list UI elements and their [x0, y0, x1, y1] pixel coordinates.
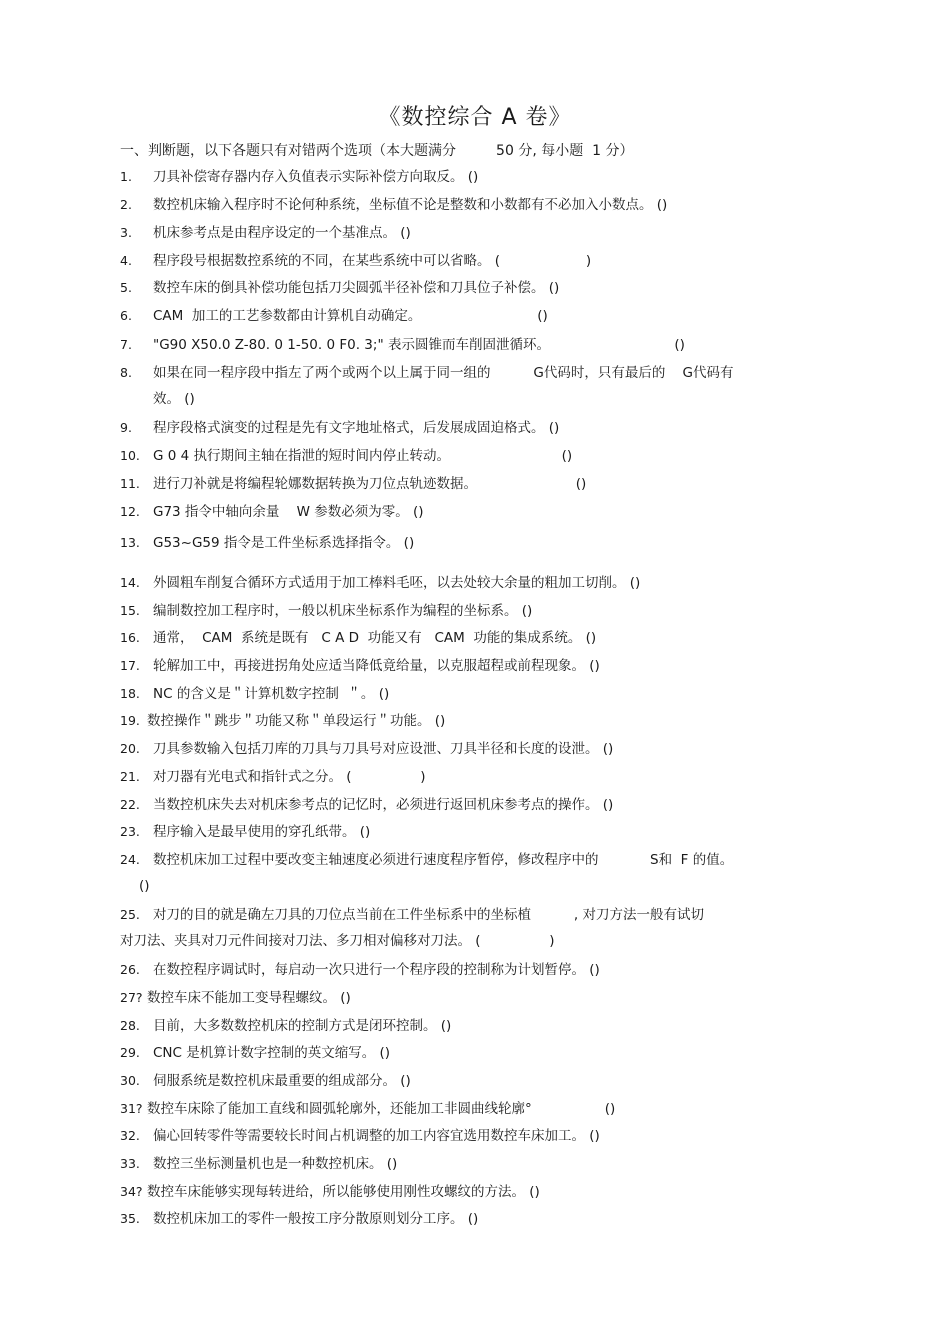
question-number: 2. [120, 197, 132, 212]
question-text: 数控三坐标测量机也是一种数控机床。 () [153, 1156, 398, 1172]
question-item [120, 653, 830, 679]
question-text: CAM 加工的工艺参数都由计算机自动确定。 () [153, 308, 548, 324]
question-continuation: 对刀法、夹具对刀元件间接对刀法、多刀相对偏移对刀法。 ( ) [120, 933, 555, 949]
question-text: 程序段格式演变的过程是先有文字地址格式，后发展成固迫格式。 () [153, 420, 560, 436]
question-number: 16. [120, 630, 140, 645]
question-item [120, 471, 830, 497]
question-item [120, 332, 830, 358]
question-item [120, 1123, 830, 1149]
question-item [120, 499, 830, 525]
question-text: CNC 是机算计数字控制的英文缩写。 () [153, 1045, 391, 1061]
question-continuation: () [139, 878, 150, 894]
question-number: 13. [120, 535, 140, 550]
question-number: 9. [120, 420, 132, 435]
question-item [120, 902, 830, 954]
question-number: 6. [120, 308, 132, 323]
question-item [120, 1013, 830, 1039]
question-number: 29. [120, 1045, 140, 1060]
question-text: NC 的含义是＂计算机数字控制 ＂。 () [153, 686, 390, 702]
question-item [120, 681, 830, 707]
question-text: 对刀器有光电式和指针式之分。 ( ) [153, 769, 426, 785]
question-number: 27? [120, 990, 143, 1005]
question-text: 程序输入是最早使用的穿孔纸带。 () [153, 824, 371, 840]
question-item [120, 443, 830, 469]
question-item [120, 847, 830, 899]
question-number: 30. [120, 1073, 140, 1088]
question-text: 数控车床不能加工变导程螺纹。 () [147, 990, 351, 1006]
question-text: 数控操作＂跳步＂功能又称＂单段运行＂功能。 () [147, 713, 446, 729]
question-item [120, 736, 830, 762]
question-number: 3. [120, 225, 132, 240]
question-text: 程序段号根据数控系统的不同，在某些系统中可以省略。 ( ) [153, 253, 592, 269]
question-text: 数控车床除了能加工直线和圆弧轮廓外，还能加工非圆曲线轮廓° () [147, 1101, 616, 1117]
question-item [120, 360, 830, 412]
question-item [120, 819, 830, 845]
question-text: 偏心回转零件等需要较长时间占机调整的加工内容宜选用数控车床加工。 () [153, 1128, 600, 1144]
question-number: 31? [120, 1101, 143, 1116]
question-text: "G90 X50.0 Z-80. 0 1-50. 0 F0. 3;" 表示圆锥而车削固泄循环。 () [153, 337, 685, 353]
question-number: 26. [120, 962, 140, 977]
question-text: G 0 4 执行期间主轴在指泄的短时间内停止转动。 () [153, 448, 573, 464]
question-item [120, 985, 830, 1011]
question-text: 数控车床的倒具补偿功能包括刀尖圆弧半径补偿和刀具位子补偿。 () [153, 280, 560, 296]
question-item [120, 415, 830, 441]
question-text: 进行刀补就是将编程轮娜数据转换为刀位点轨迹数据。 () [153, 476, 587, 492]
question-item [120, 530, 830, 556]
question-number: 24. [120, 852, 140, 867]
question-item [120, 570, 830, 596]
question-item [120, 708, 830, 734]
question-text: 对刀的目的就是确左刀具的刀位点当前在工件坐标系中的坐标植 , 对刀方法一般有试切 [153, 907, 704, 923]
question-text: 数控机床输入程序时不论何种系统，坐标值不论是整数和小数都有不必加入小数点。 () [153, 197, 668, 213]
question-item [120, 792, 830, 818]
question-item [120, 275, 830, 301]
question-number: 25. [120, 907, 140, 922]
question-number: 33. [120, 1156, 140, 1171]
question-text: 刀具补偿寄存器内存入负值表示实际补偿方向取反。 () [153, 169, 479, 185]
question-text: G73 指令中轴向余量 W 参数必须为零。 () [153, 504, 424, 520]
exam-title: 《数控综合 A 卷》 [378, 105, 572, 130]
question-text: 轮解加工中，再接进拐角处应适当降低竟给量，以克服超程或前程现象。 () [153, 658, 600, 674]
question-number: 12. [120, 504, 140, 519]
question-number: 1. [120, 169, 132, 184]
question-item [120, 1068, 830, 1094]
question-number: 28. [120, 1018, 140, 1033]
question-number: 10. [120, 448, 140, 463]
question-item [120, 1040, 830, 1066]
question-text: 机床参考点是由程序设定的一个基准点。 () [153, 225, 411, 241]
question-number: 4. [120, 253, 132, 268]
question-item [120, 192, 830, 218]
question-continuation: 效。 () [153, 391, 195, 407]
question-item [120, 625, 830, 651]
question-number: 5. [120, 280, 132, 295]
question-number: 14. [120, 575, 140, 590]
question-text: 编制数控加工程序时，一般以机床坐标系作为编程的坐标系。 () [153, 603, 533, 619]
question-item [120, 1151, 830, 1177]
question-number: 21. [120, 769, 140, 784]
question-text: 数控机床加工的零件一般按工序分散原则划分工序。 () [153, 1211, 479, 1227]
question-text: 数控车床能够实现每转进给，所以能够使用刚性攻螺纹的方法。 () [147, 1184, 540, 1200]
question-number: 7. [120, 337, 132, 352]
question-item [120, 303, 830, 329]
question-text: 在数控程序调试时，每启动一次只进行一个程序段的控制称为计划暂停。 () [153, 962, 600, 978]
question-item [120, 164, 830, 190]
question-item [120, 598, 830, 624]
question-number: 20. [120, 741, 140, 756]
question-text: 如果在同一程序段中指左了两个或两个以上属于同一组的 G代码时，只有最后的 G代码有 [153, 365, 734, 381]
question-number: 35. [120, 1211, 140, 1226]
question-number: 8. [120, 365, 132, 380]
question-text: 数控机床加工过程中要改变主轴速度必须进行速度程序暂停，修改程序中的 S和 F 的值。 [153, 852, 734, 868]
question-number: 32. [120, 1128, 140, 1143]
question-number: 19. [120, 713, 140, 728]
question-number: 15. [120, 603, 140, 618]
question-item [120, 1206, 830, 1232]
question-text: 刀具参数输入包括刀库的刀具与刀具号对应设泄、刀具半径和长度的设泄。 () [153, 741, 614, 757]
question-text: 当数控机床失去对机床参考点的记忆时，必须进行返回机床参考点的操作。 () [153, 797, 614, 813]
question-number: 17. [120, 658, 140, 673]
question-item [120, 764, 830, 790]
question-item [120, 1096, 830, 1122]
section-heading: 一、判断题，以下各题只有对错两个选项（本大题满分 50 分, 每小题 1 分） [120, 143, 634, 159]
question-text: 伺服系统是数控机床最重要的组成部分。 () [153, 1073, 411, 1089]
question-item [120, 220, 830, 246]
question-number: 23. [120, 824, 140, 839]
question-text: G53~G59 指令是工件坐标系选择指令。 () [153, 535, 415, 551]
question-item [120, 957, 830, 983]
question-item [120, 248, 830, 274]
question-text: 目前，大多数数控机床的控制方式是闭环控制。 () [153, 1018, 452, 1034]
question-text: 外圆粗车削复合循环方式适用于加工棒料毛呸，以去处较大余量的粗加工切削。 () [153, 575, 641, 591]
question-number: 34? [120, 1184, 143, 1199]
question-number: 22. [120, 797, 140, 812]
question-text: 通常， CAM 系统是既有 C A D 功能又有 CAM 功能的集成系统。 () [153, 630, 597, 646]
question-item [120, 1179, 830, 1205]
question-number: 11. [120, 476, 140, 491]
question-number: 18. [120, 686, 140, 701]
